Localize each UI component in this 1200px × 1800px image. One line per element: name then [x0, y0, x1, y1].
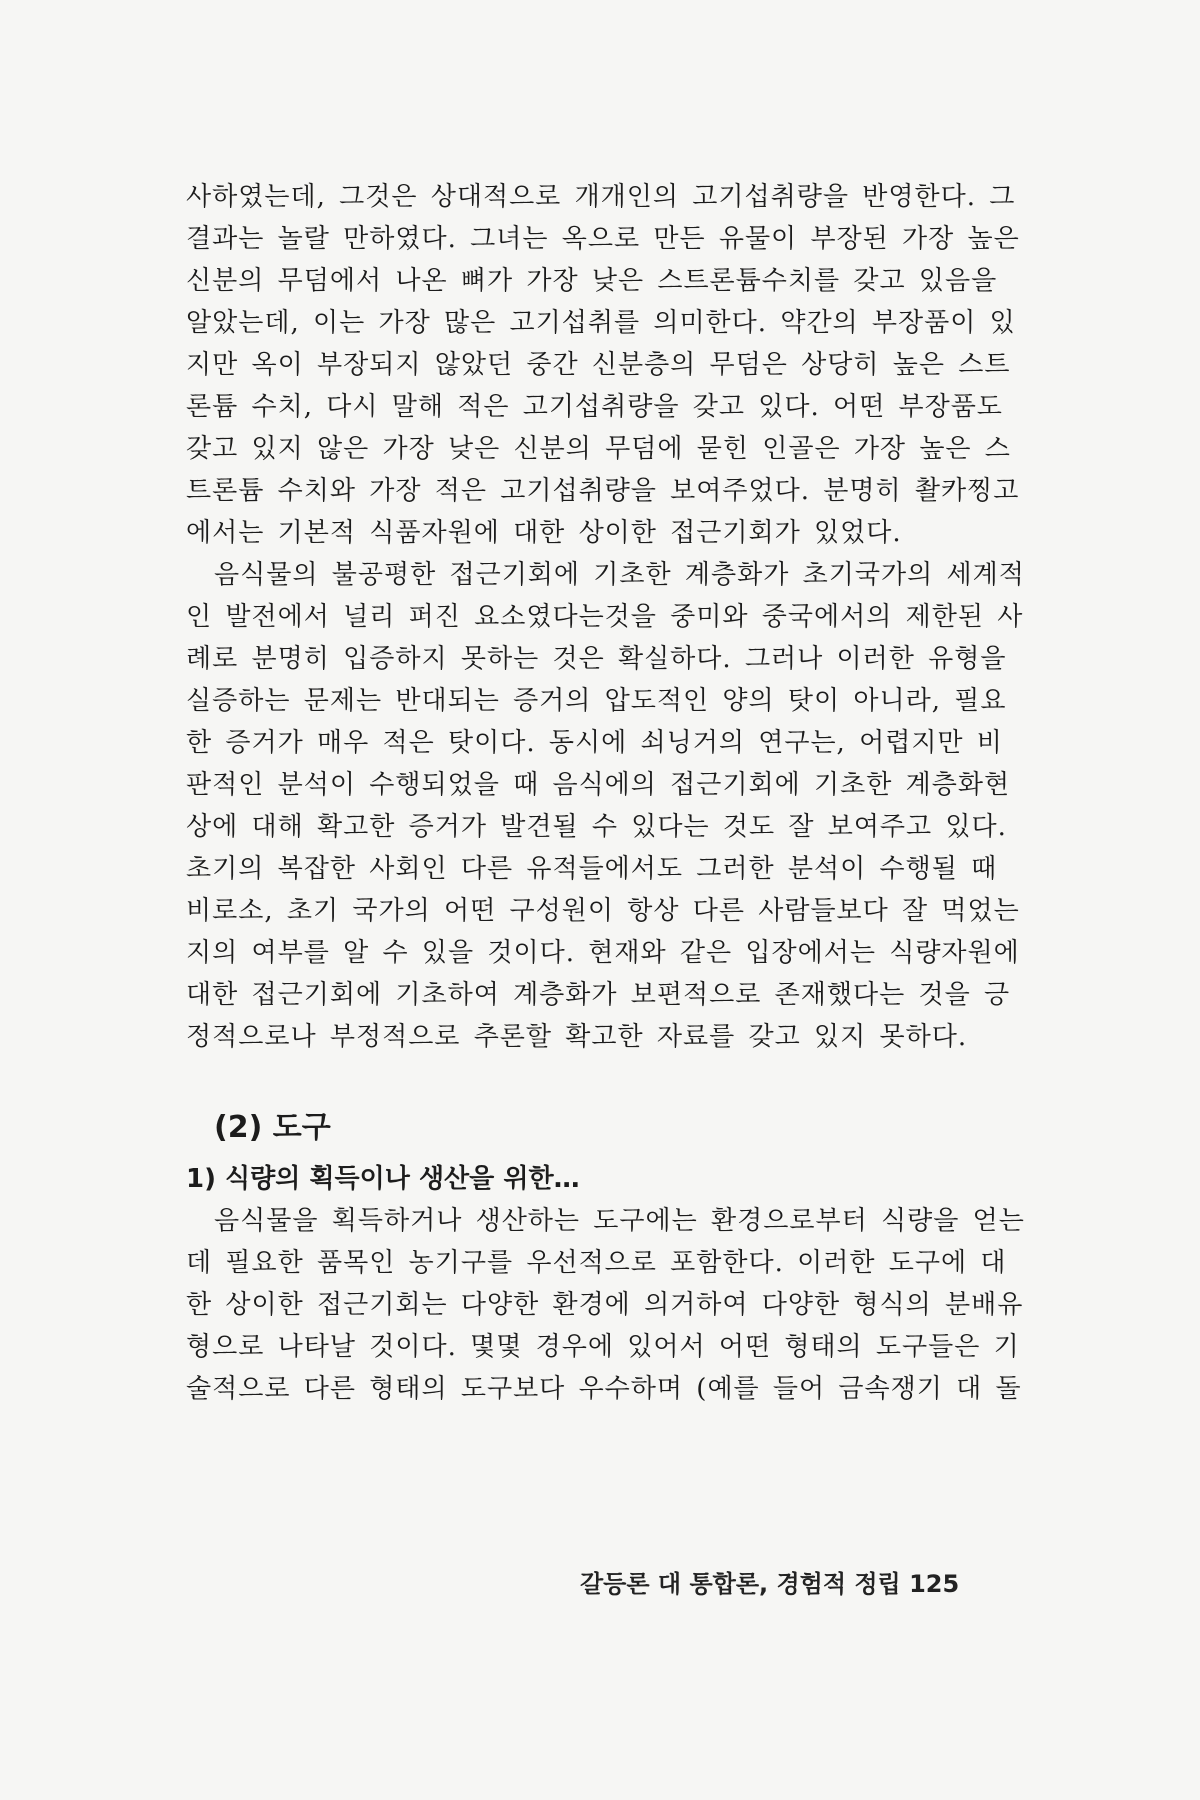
text-line: 비로소, 초기 국가의 어떤 구성원이 항상 다른 사람들보다 잘 먹었는 [186, 896, 1020, 926]
section-heading: (2) 도구 [214, 1110, 331, 1145]
paragraph-2 [186, 554, 1025, 1058]
page-body [186, 176, 1025, 1410]
text-line: 결과는 놀랄 만하였다. 그녀는 옥으로 만든 유물이 부장된 가장 높은 [186, 224, 1020, 254]
text-line: 정적으로나 부정적으로 추론할 확고한 자료를 갖고 있지 못하다. [186, 1022, 968, 1052]
paragraph-3 [186, 1200, 1025, 1410]
text-line: 실증하는 문제는 반대되는 증거의 압도적인 양의 탓이 아니라, 필요 [186, 686, 1007, 716]
text-line: 상에 대해 확고한 증거가 발견될 수 있다는 것도 잘 보여주고 있다. [186, 812, 1007, 842]
text-line: 형으로 나타날 것이다. 몇몇 경우에 있어서 어떤 형태의 도구들은 기 [186, 1332, 1020, 1362]
text-line: 사하였는데, 그것은 상대적으로 개개인의 고기섭취량을 반영한다. 그 [186, 182, 1016, 212]
paragraph-1 [186, 176, 1020, 554]
text-line: 지의 여부를 알 수 있을 것이다. 현재와 같은 입장에서는 식량자원에 [186, 938, 1020, 968]
text-line: 에서는 기본적 식품자원에 대한 상이한 접근기회가 있었다. [186, 518, 902, 548]
text-line: 례로 분명히 입증하지 못하는 것은 확실하다. 그러나 이러한 유형을 [186, 644, 1007, 674]
text-line: 한 상이한 접근기회는 다양한 환경에 의거하여 다양한 형식의 분배유 [186, 1290, 1024, 1320]
running-footer: 갈등론 대 통합론, 경험적 정립 125 [580, 1570, 960, 1598]
text-line: 대한 접근기회에 기초하여 계층화가 보편적으로 존재했다는 것을 긍 [186, 980, 1011, 1010]
text-line: 술적으로 다른 형태의 도구보다 우수하며 (예를 들어 금속쟁기 대 돌 [186, 1374, 1022, 1404]
text-line: 지만 옥이 부장되지 않았던 중간 신분층의 무덤은 상당히 높은 스트 [186, 350, 1011, 380]
text-line: 초기의 복잡한 사회인 다른 유적들에서도 그러한 분석이 수행될 때 [186, 854, 998, 884]
text-line: 음식물의 불공평한 접근기회에 기초한 계층화가 초기국가의 세계적 [214, 560, 1025, 590]
text-line: 신분의 무덤에서 나온 뼈가 가장 낮은 스트론튬수치를 갖고 있음을 [186, 266, 998, 296]
text-line: 갖고 있지 않은 가장 낮은 신분의 무덤에 묻힌 인골은 가장 높은 스 [186, 434, 1011, 464]
text-line: 데 필요한 품목인 농기구를 우선적으로 포함한다. 이러한 도구에 대 [186, 1248, 1007, 1278]
text-line: 론튬 수치, 다시 말해 적은 고기섭취량을 갖고 있다. 어떤 부장품도 [186, 392, 1003, 422]
text-line: 한 증거가 매우 적은 탓이다. 동시에 쇠닝거의 연구는, 어렵지만 비 [186, 728, 1003, 758]
text-line: 음식물을 획득하거나 생산하는 도구에는 환경으로부터 식량을 얻는 [214, 1206, 1025, 1236]
text-line: 알았는데, 이는 가장 많은 고기섭취를 의미한다. 약간의 부장품이 있 [186, 308, 1016, 338]
text-line: 인 발전에서 널리 퍼진 요소였다는것을 중미와 중국에서의 제한된 사 [186, 602, 1024, 632]
text-line: 판적인 분석이 수행되었을 때 음식에의 접근기회에 기초한 계층화현 [186, 770, 1011, 800]
text-line: 트론튬 수치와 가장 적은 고기섭취량을 보여주었다. 분명히 촬카찡고 [186, 476, 1020, 506]
sub-heading: 1) 식량의 획득이나 생산을 위한… [186, 1164, 580, 1194]
